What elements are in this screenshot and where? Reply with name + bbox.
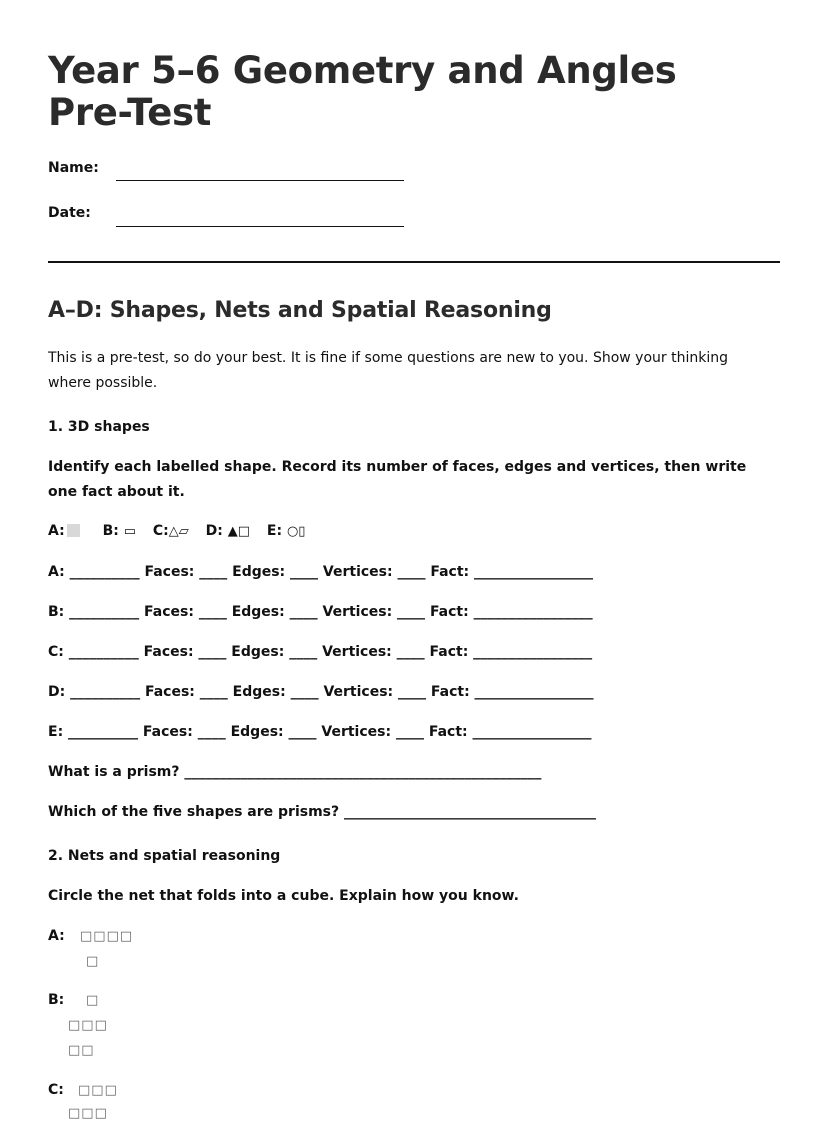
fact-blank[interactable]: Fact: _________________	[429, 604, 593, 620]
net-a-row-1: □□□□	[80, 929, 134, 944]
shape-name-blank[interactable]: __________	[69, 604, 140, 620]
shape-key-d-label: D:	[205, 523, 223, 539]
name-field[interactable]	[116, 180, 404, 181]
fact-blank[interactable]: Fact: _________________	[430, 684, 594, 700]
faces-blank[interactable]: Faces: ____	[144, 684, 228, 700]
faces-blank[interactable]: Faces: ____	[143, 644, 227, 660]
name-label: Name:	[48, 160, 99, 176]
section-heading: A–D: Shapes, Nets and Spatial Reasoning	[48, 298, 552, 323]
shape-row-d[interactable]	[48, 684, 594, 700]
vertices-blank[interactable]: Vertices: ____	[322, 604, 426, 620]
faces-blank[interactable]: Faces: ____	[144, 564, 228, 580]
q1-heading: 1. 3D shapes	[48, 419, 150, 435]
shape-key-b-label: B:	[102, 523, 119, 539]
header-divider	[48, 261, 780, 263]
shape-row-e[interactable]	[48, 724, 591, 740]
edges-blank[interactable]: Edges: ____	[231, 644, 318, 660]
fact-blank[interactable]: Fact: _________________	[429, 644, 593, 660]
section-intro: This is a pre-test, so do your best. It is fine if some questions are new to you. Show your thinking where possible.	[48, 350, 728, 391]
q1-instruction: Identify each labelled shape. Record its number of faces, edges and vertices, then write one fact about it.	[48, 459, 747, 500]
row-label: E:	[48, 724, 64, 740]
row-label: C:	[48, 644, 64, 660]
net-c-row-1: □□□	[78, 1083, 118, 1098]
edges-blank[interactable]: Edges: ____	[232, 684, 319, 700]
shape-row-a[interactable]	[48, 564, 593, 580]
q2-instruction: Circle the net that folds into a cube. Explain how you know.	[48, 888, 519, 904]
q2-heading: 2. Nets and spatial reasoning	[48, 848, 281, 864]
vertices-blank[interactable]: Vertices: ____	[321, 724, 424, 740]
net-b-row-3: □□	[68, 1043, 95, 1058]
row-label: A:	[48, 564, 65, 580]
net-b-label[interactable]: B:	[48, 992, 65, 1008]
vertices-blank[interactable]: Vertices: ____	[322, 644, 425, 660]
shape-b-icon: ▭	[123, 524, 137, 539]
shape-key-c-label: C:	[152, 523, 169, 539]
row-label: B:	[48, 604, 65, 620]
shape-d-icon: ▲□	[227, 524, 251, 539]
vertices-blank[interactable]: Vertices: ____	[323, 684, 427, 700]
edges-blank[interactable]: Edges: ____	[231, 604, 318, 620]
net-c-label[interactable]: C:	[48, 1082, 64, 1098]
shape-key-e-label: E:	[266, 523, 283, 539]
shape-name-blank[interactable]: __________	[68, 644, 139, 660]
net-c-row-2: □□□	[68, 1106, 108, 1121]
which-prisms-question[interactable]: Which of the five shapes are prisms? ____________________________________	[48, 804, 596, 820]
date-field[interactable]	[116, 226, 404, 227]
net-b-row-2: □□□	[68, 1018, 108, 1033]
fact-blank[interactable]: Fact: _________________	[430, 564, 594, 580]
edges-blank[interactable]: Edges: ____	[232, 564, 319, 580]
shape-key	[48, 523, 305, 539]
shape-name-blank[interactable]: __________	[68, 724, 139, 740]
faces-blank[interactable]: Faces: ____	[142, 724, 226, 740]
shape-name-blank[interactable]: __________	[70, 684, 141, 700]
shape-name-blank[interactable]: __________	[69, 564, 140, 580]
shape-a-icon	[67, 524, 80, 537]
row-label: D:	[48, 684, 66, 700]
shape-e-icon: ○▯	[286, 524, 306, 539]
faces-blank[interactable]: Faces: ____	[144, 604, 227, 620]
shape-c-icon: △▱	[168, 524, 189, 539]
net-b-row-1: □	[86, 993, 100, 1008]
vertices-blank[interactable]: Vertices: ____	[322, 564, 426, 580]
fact-blank[interactable]: Fact: _________________	[428, 724, 592, 740]
page-title: Year 5–6 Geometry and Angles Pre-Test	[48, 49, 677, 134]
shape-row-b[interactable]	[48, 604, 593, 620]
shape-key-a-label: A:	[48, 523, 65, 539]
prism-question[interactable]: What is a prism? ___________________________________________________	[48, 764, 542, 780]
edges-blank[interactable]: Edges: ____	[230, 724, 317, 740]
date-label: Date:	[48, 205, 91, 221]
net-a-label[interactable]: A:	[48, 928, 65, 944]
shape-row-c[interactable]	[48, 644, 592, 660]
net-a-row-2: □	[86, 954, 100, 969]
